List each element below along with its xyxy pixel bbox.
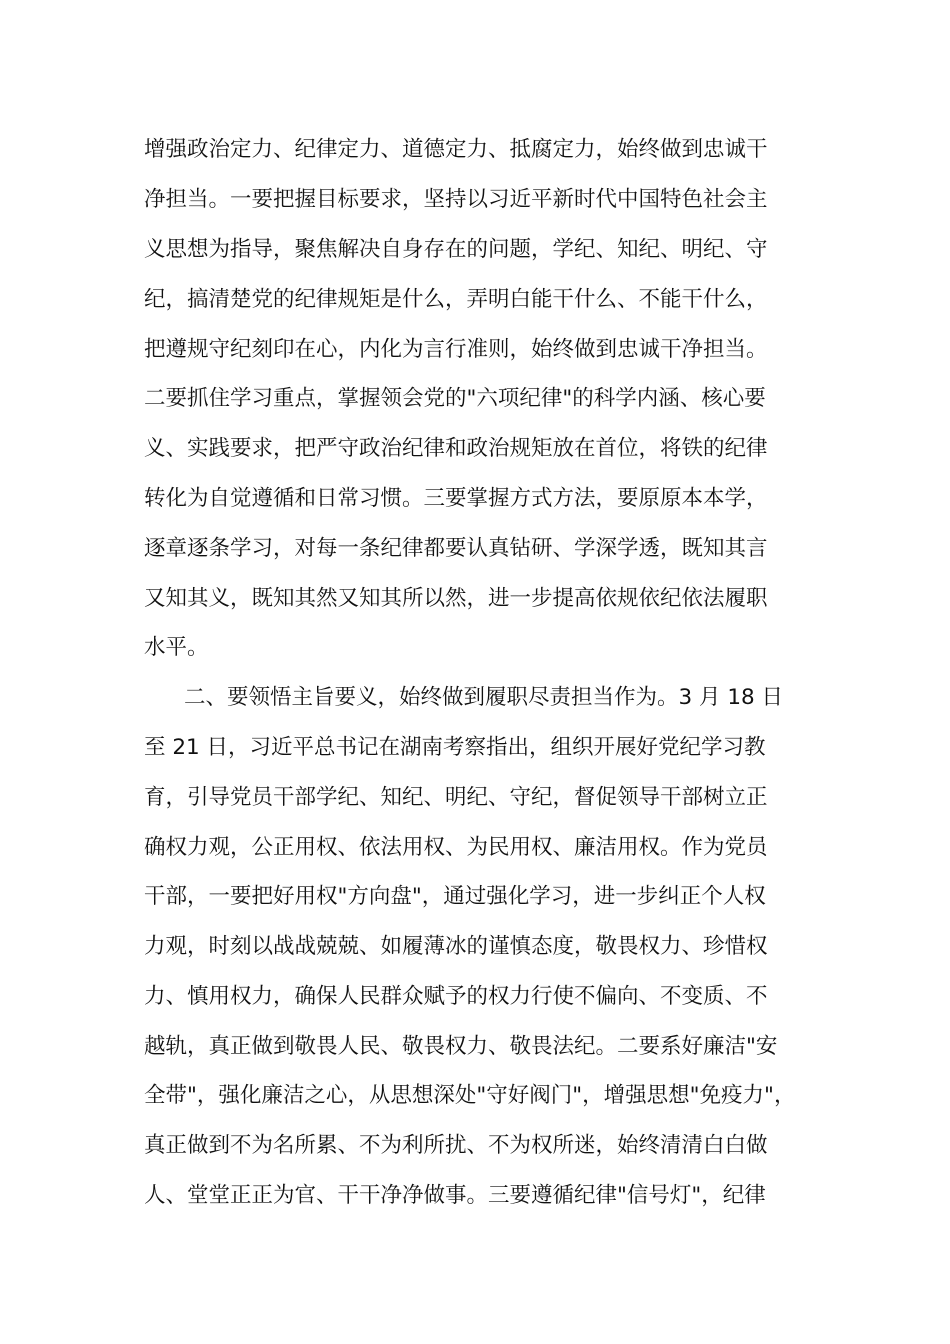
paragraph-1-line: 水平。 <box>144 635 209 660</box>
paragraph-2-line: 至 21 日，习近平总书记在湖南考察指出，组织开展好党纪学习教 <box>144 735 766 760</box>
paragraph-1-line: 义思想为指导，聚焦解决自身存在的问题，学纪、知纪、明纪、守 <box>144 237 768 262</box>
paragraph-1-line: 二要抓住学习重点，掌握领会党的"六项纪律"的科学内涵、核心要 <box>144 386 766 411</box>
paragraph-2-line: 越轨，真正做到敬畏人民、敬畏权力、敬畏法纪。二要系好廉洁"安 <box>144 1034 778 1059</box>
paragraph-1-line: 净担当。一要把握目标要求，坚持以习近平新时代中国特色社会主 <box>144 187 768 212</box>
paragraph-2-line: 力观，时刻以战战兢兢、如履薄冰的谨慎态度，敬畏权力、珍惜权 <box>144 934 768 959</box>
paragraph-1-line: 把遵规守纪刻印在心，内化为言行准则，始终做到忠诚干净担当。 <box>144 337 768 362</box>
paragraph-1-line: 义、实践要求，把严守政治纪律和政治规矩放在首位，将铁的纪律 <box>144 436 768 461</box>
paragraph-2-line: 人、堂堂正正为官、干干净净做事。三要遵循纪律"信号灯"，纪律 <box>144 1183 766 1208</box>
paragraph-2-line: 干部，一要把好用权"方向盘"，通过强化学习，进一步纠正个人权 <box>144 884 766 909</box>
paragraph-1-line: 转化为自觉遵循和日常习惯。三要掌握方式方法，要原原本本学， <box>144 486 768 511</box>
paragraph-1-line: 纪，搞清楚党的纪律规矩是什么，弄明白能干什么、不能干什么， <box>144 287 768 312</box>
paragraph-2-line: 真正做到不为名所累、不为利所扰、不为权所迷，始终清清白白做 <box>144 1133 768 1158</box>
paragraph-1-line: 增强政治定力、纪律定力、道德定力、抵腐定力，始终做到忠诚干 <box>144 137 768 162</box>
paragraph-2-line: 育，引导党员干部学纪、知纪、明纪、守纪，督促领导干部树立正 <box>144 785 768 810</box>
paragraph-1-line: 逐章逐条学习，对每一条纪律都要认真钻研、学深学透，既知其言 <box>144 536 768 561</box>
paragraph-2-line: 确权力观，公正用权、依法用权、为民用权、廉洁用权。作为党员 <box>144 835 768 860</box>
paragraph-2-line: 二、要领悟主旨要义，始终做到履职尽责担当作为。3 月 18 日 <box>184 685 784 710</box>
paragraph-2-line: 力、慎用权力，确保人民群众赋予的权力行使不偏向、不变质、不 <box>144 984 768 1009</box>
paragraph-2-line: 全带"，强化廉洁之心，从思想深处"守好阀门"，增强思想"免疫力"， <box>144 1083 796 1108</box>
paragraph-1-line: 又知其义，既知其然又知其所以然，进一步提高依规依纪依法履职 <box>144 586 768 611</box>
